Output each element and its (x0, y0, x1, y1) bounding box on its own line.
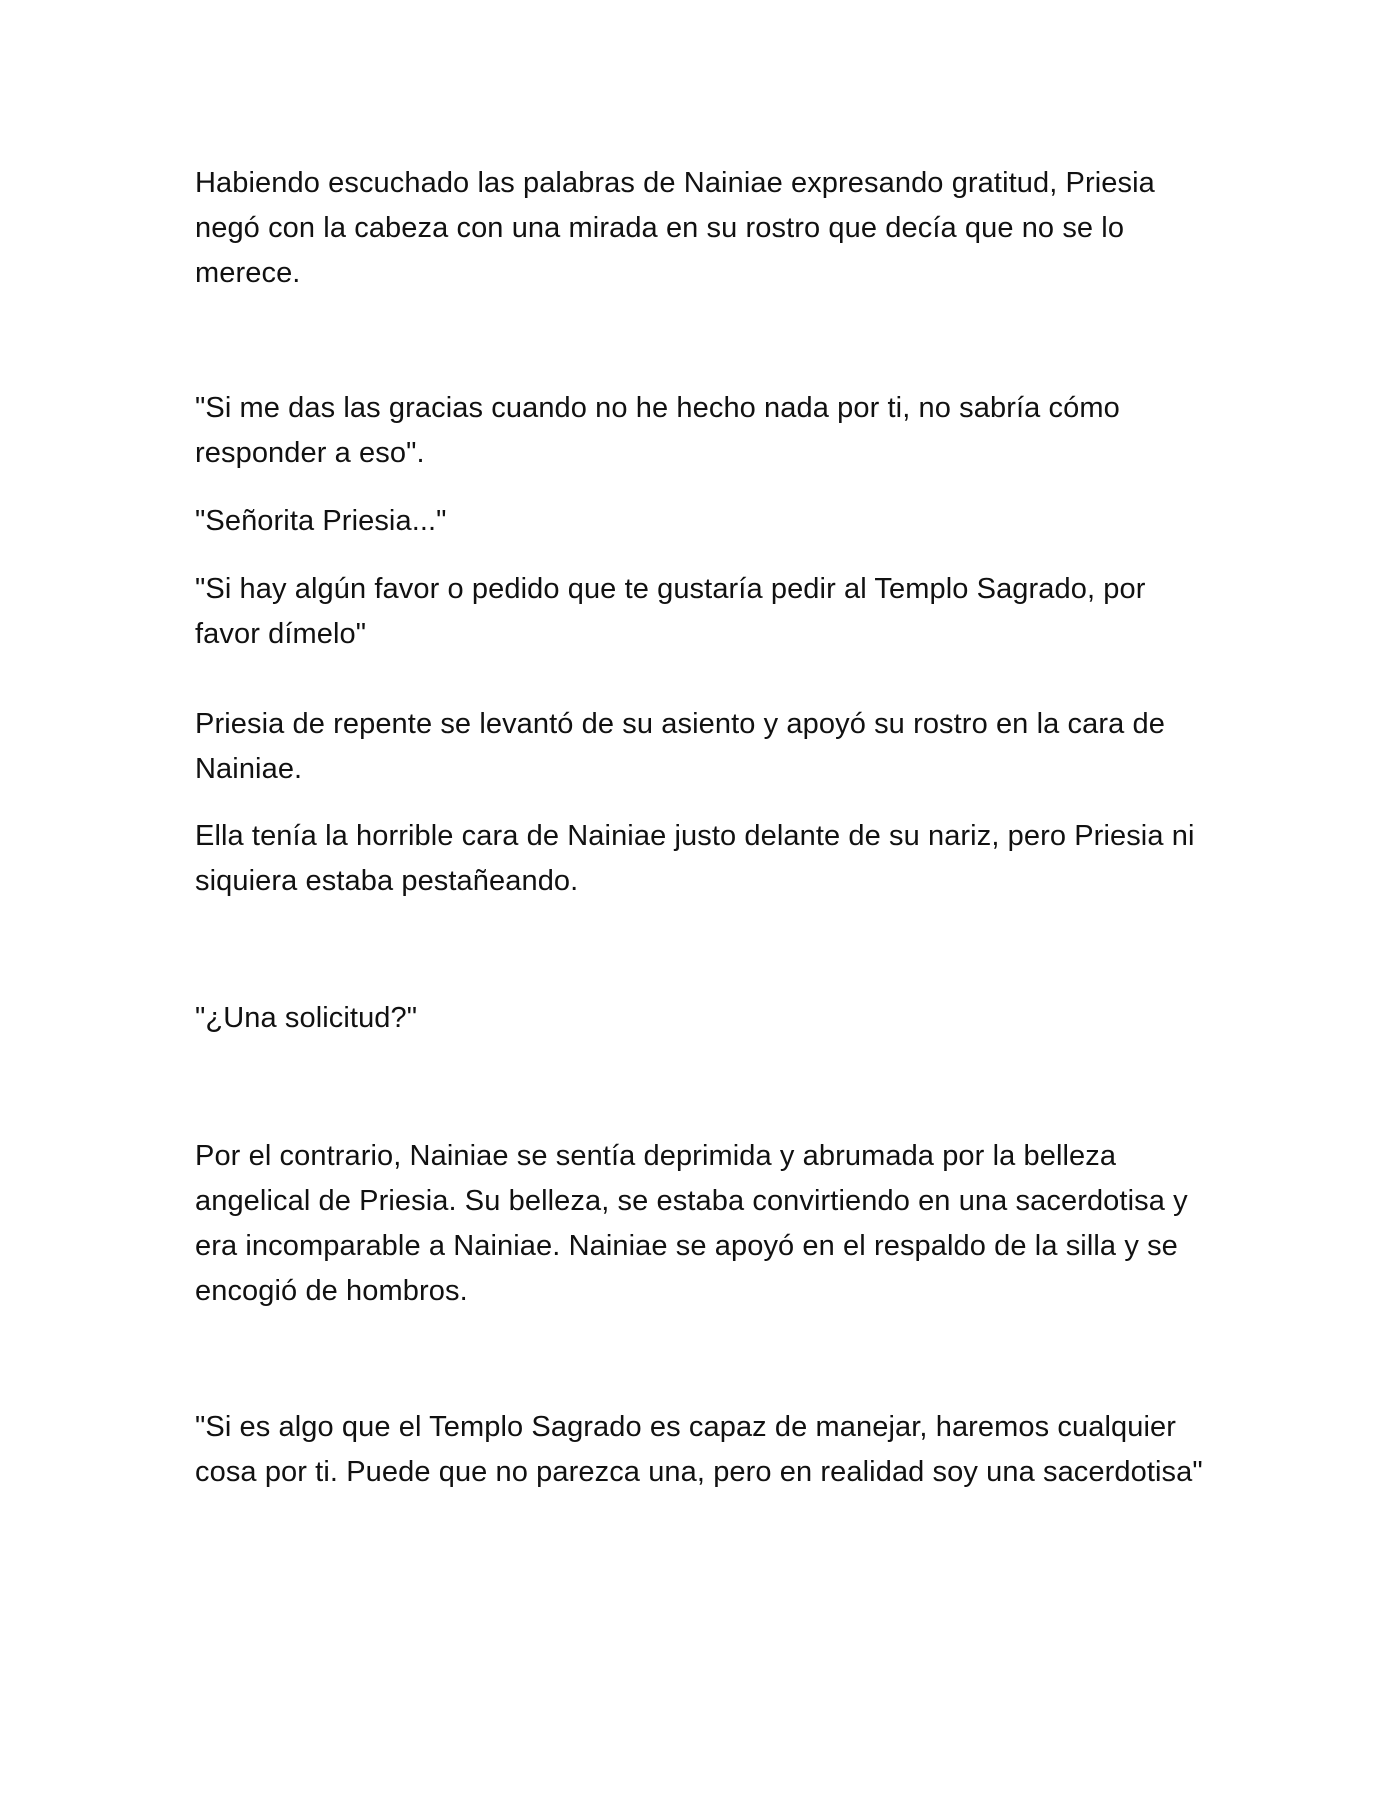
text-line: "Si hay algún favor o pedido que te gustaría pedir al Templo Sagrado, por (195, 573, 1146, 605)
text-line: Ella tenía la horrible cara de Nainiae justo delante de su nariz, pero Priesia ni (195, 820, 1195, 852)
text-line: era incomparable a Nainiae. Nainiae se apoyó en el respaldo de la silla y se (195, 1230, 1178, 1262)
paragraph-9 (195, 1405, 1205, 1495)
text-line: merece. (195, 257, 301, 289)
text-line: cosa por ti. Puede que no parezca una, pero en realidad soy una sacerdotisa" (195, 1456, 1203, 1488)
paragraph-4 (195, 567, 1205, 657)
text-line: Por el contrario, Nainiae se sentía deprimida y abrumada por la belleza (195, 1140, 1117, 1172)
paragraph-6 (195, 814, 1205, 904)
paragraph-8 (195, 1134, 1205, 1314)
text-line: responder a eso". (195, 437, 425, 469)
paragraph-5 (195, 702, 1205, 792)
text-line: siquiera estaba pestañeando. (195, 865, 579, 897)
text-line: favor dímelo" (195, 618, 367, 650)
paragraph-7 (195, 996, 1205, 1041)
paragraph-3 (195, 499, 1205, 544)
text-line: "¿Una solicitud?" (195, 1002, 418, 1034)
text-line: negó con la cabeza con una mirada en su rostro que decía que no se lo (195, 212, 1125, 244)
paragraph-1 (195, 161, 1205, 296)
text-line: "Si es algo que el Templo Sagrado es capaz de manejar, haremos cualquier (195, 1411, 1176, 1443)
text-line: encogió de hombros. (195, 1275, 468, 1307)
text-line: "Señorita Priesia..." (195, 505, 447, 537)
text-line: Priesia de repente se levantó de su asiento y apoyó su rostro en la cara de (195, 708, 1165, 740)
text-line: angelical de Priesia. Su belleza, se estaba convirtiendo en una sacerdotisa y (195, 1185, 1188, 1217)
text-line: Habiendo escuchado las palabras de Nainiae expresando gratitud, Priesia (195, 167, 1155, 199)
text-line: Nainiae. (195, 753, 303, 785)
paragraph-2 (195, 386, 1205, 476)
text-line: "Si me das las gracias cuando no he hecho nada por ti, no sabría cómo (195, 392, 1120, 424)
